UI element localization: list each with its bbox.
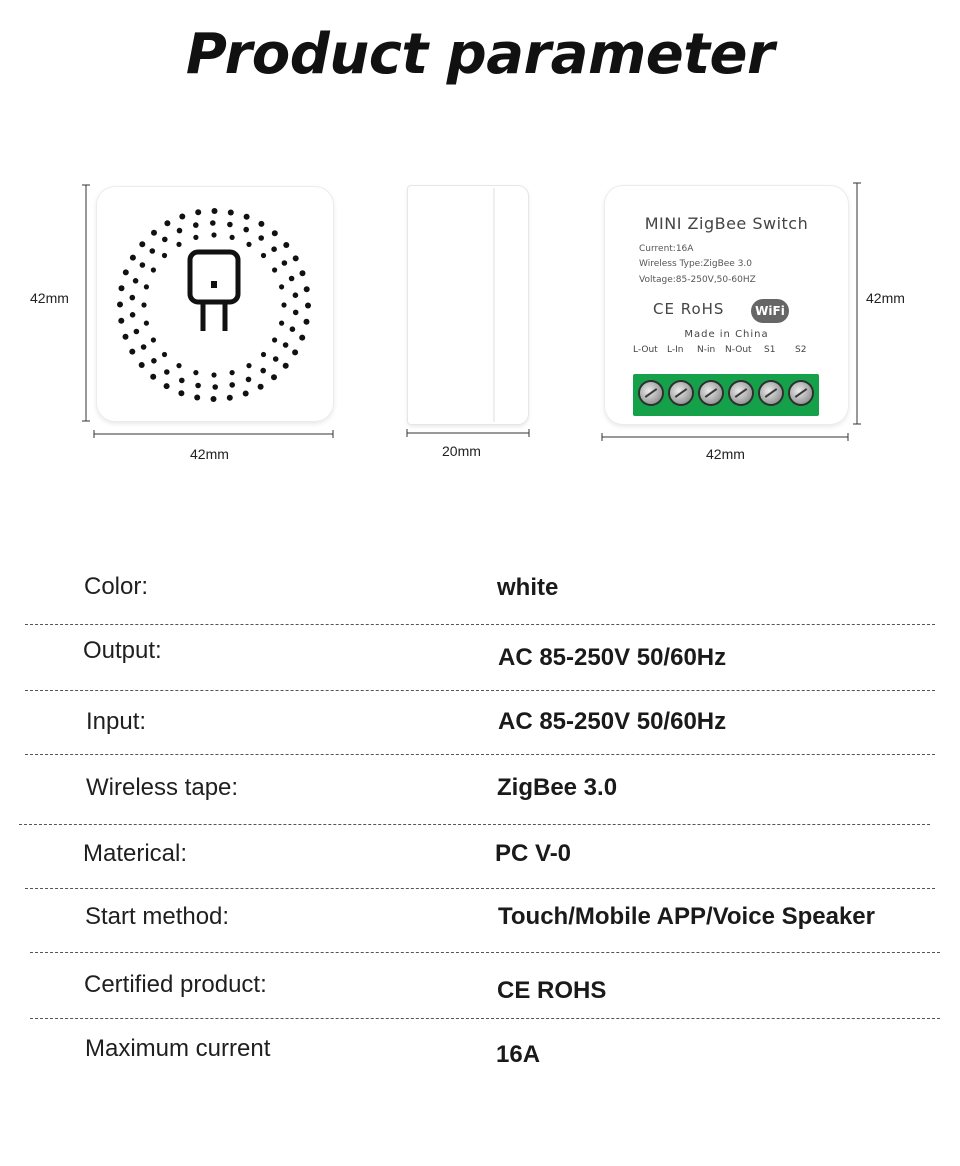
- touch-dot: [177, 228, 183, 234]
- touch-dot: [212, 208, 218, 214]
- touch-dot: [195, 209, 201, 215]
- touch-dot: [258, 235, 264, 241]
- touch-dot: [271, 374, 277, 380]
- touch-dot: [162, 352, 167, 357]
- touch-dot: [258, 221, 264, 227]
- touch-dot: [141, 344, 147, 350]
- spec-value-wireless: ZigBee 3.0: [497, 774, 618, 801]
- front-height-label: 42mm: [30, 290, 69, 306]
- terminal-label: N-in: [697, 345, 716, 355]
- touch-dot: [130, 312, 136, 318]
- touch-dot: [282, 260, 288, 266]
- divider: [19, 824, 930, 825]
- touch-dot: [293, 310, 299, 316]
- touch-dot: [176, 242, 181, 247]
- screw-icon: [640, 382, 662, 404]
- touch-dot: [123, 334, 129, 340]
- spec-label-output: Output:: [83, 637, 162, 664]
- side-depth-label: 20mm: [442, 443, 481, 459]
- screw-icon: [700, 382, 722, 404]
- touch-dot: [210, 220, 216, 226]
- touch-dot: [304, 286, 310, 292]
- touch-dot: [244, 214, 250, 220]
- touch-dot: [118, 318, 124, 324]
- touch-dot: [272, 267, 277, 272]
- touch-dot: [261, 253, 266, 258]
- touch-dot: [151, 337, 156, 342]
- spec-value-certified: CE ROHS: [497, 977, 607, 1004]
- touch-dot: [164, 383, 170, 389]
- spec-label-color: Color:: [84, 573, 149, 600]
- back-line-current: Current:16A: [639, 244, 694, 254]
- touch-dot: [193, 222, 199, 228]
- screw-icon: [730, 382, 752, 404]
- spec-value-output: AC 85-250V 50/60Hz: [498, 644, 727, 671]
- divider: [30, 952, 940, 953]
- spec-label-material: Materical:: [83, 840, 188, 867]
- touch-dot: [130, 255, 136, 261]
- touch-dot: [230, 370, 235, 375]
- touch-dot: [243, 391, 249, 397]
- touch-dot: [281, 302, 286, 307]
- screw-icon: [790, 382, 812, 404]
- touch-dot: [273, 356, 279, 362]
- touch-dot: [123, 269, 129, 275]
- touch-dot: [144, 284, 149, 289]
- touch-dot: [162, 253, 167, 258]
- touch-dot: [271, 246, 277, 252]
- touch-dot: [283, 363, 289, 369]
- touch-dot: [139, 362, 145, 368]
- terminal-label: S2: [795, 345, 807, 355]
- touch-dot: [164, 220, 170, 226]
- divider: [25, 624, 935, 625]
- touch-dot: [150, 248, 156, 254]
- touch-dot: [292, 349, 298, 355]
- touch-dot: [144, 321, 149, 326]
- touch-dot: [229, 382, 235, 388]
- touch-dot: [243, 227, 249, 233]
- back-line-wireless: Wireless Type:ZigBee 3.0: [639, 259, 753, 269]
- touch-dot: [290, 326, 296, 332]
- touch-dot: [300, 270, 306, 276]
- touch-dot: [211, 396, 217, 402]
- touch-dot: [211, 372, 216, 377]
- touch-dot: [140, 262, 146, 268]
- screw-icon: [760, 382, 782, 404]
- touch-dot: [279, 321, 284, 326]
- touch-dot: [150, 374, 156, 380]
- touch-dot: [293, 255, 299, 261]
- front-width-label: 42mm: [190, 446, 229, 462]
- touch-dot: [246, 242, 251, 247]
- touch-dot: [304, 319, 310, 325]
- terminal-block: [633, 374, 819, 416]
- terminal-label: N-Out: [725, 345, 752, 355]
- divider: [30, 1018, 940, 1019]
- cert-marks: CE RoHS: [653, 300, 725, 318]
- touch-dot: [119, 285, 125, 291]
- touch-dot: [230, 235, 235, 240]
- page-title: Product parameter: [185, 22, 775, 87]
- touch-dot: [258, 384, 264, 390]
- touch-dot: [134, 329, 140, 335]
- back-width-label: 42mm: [706, 446, 745, 462]
- spec-value-color: white: [497, 574, 559, 601]
- touch-dot: [129, 349, 135, 355]
- touch-dot: [178, 390, 184, 396]
- device-front-view: [97, 187, 333, 421]
- touch-dot: [260, 368, 266, 374]
- divider: [25, 888, 935, 889]
- touch-dot: [139, 241, 145, 247]
- spec-label-certified: Certified product:: [84, 971, 267, 998]
- spec-value-max-current: 16A: [496, 1041, 541, 1068]
- touch-dot: [279, 284, 284, 289]
- product-name-label: MINI ZigBee Switch: [644, 214, 809, 233]
- touch-dot: [246, 377, 252, 383]
- device-side-view: [408, 186, 528, 424]
- touch-dot: [176, 363, 181, 368]
- touch-dot: [151, 267, 156, 272]
- touch-dot: [117, 302, 123, 308]
- spec-label-max-current: Maximum current: [85, 1035, 271, 1062]
- terminal-label: S1: [764, 345, 776, 355]
- touch-dot: [162, 237, 168, 243]
- terminal-label: L-In: [667, 345, 684, 355]
- spec-value-input: AC 85-250V 50/60Hz: [498, 708, 727, 735]
- touch-dot: [261, 352, 266, 357]
- switch-icon: [190, 252, 238, 331]
- touch-dots-pattern: [97, 187, 333, 421]
- touch-dot: [151, 358, 157, 364]
- device-back-view: [605, 186, 848, 424]
- back-height-label: 42mm: [866, 290, 905, 306]
- touch-dot: [227, 395, 233, 401]
- wifi-icon: WiFi: [751, 299, 789, 323]
- touch-dot: [305, 303, 311, 309]
- touch-dot: [212, 384, 218, 390]
- spec-value-material: PC V-0: [495, 840, 572, 867]
- made-in-label: Made in China: [684, 329, 769, 340]
- spec-label-input: Input:: [86, 708, 147, 735]
- touch-dot: [141, 302, 146, 307]
- touch-dot: [179, 378, 185, 384]
- touch-dot: [228, 210, 234, 216]
- touch-dot: [133, 278, 139, 284]
- touch-dot: [246, 363, 251, 368]
- touch-dot: [283, 242, 289, 248]
- touch-dot: [272, 230, 278, 236]
- touch-dot: [211, 232, 216, 237]
- touch-dot: [164, 369, 170, 375]
- screw-icon: [670, 382, 692, 404]
- touch-dot: [179, 214, 185, 220]
- spec-label-wireless: Wireless tape:: [86, 774, 239, 801]
- terminal-label: L-Out: [633, 345, 658, 355]
- spec-label-start-method: Start method:: [85, 903, 230, 930]
- divider: [25, 754, 935, 755]
- touch-dot: [283, 342, 289, 348]
- touch-dot: [289, 276, 295, 282]
- touch-dot: [293, 292, 299, 298]
- touch-dot: [130, 295, 136, 301]
- spec-value-start-method: Touch/Mobile APP/Voice Speaker: [498, 903, 875, 930]
- touch-dot: [193, 370, 198, 375]
- touch-dot: [194, 395, 200, 401]
- back-line-voltage: Voltage:85-250V,50-60HZ: [639, 275, 756, 285]
- touch-dot: [151, 230, 157, 236]
- touch-dot: [227, 222, 233, 228]
- touch-dot: [299, 335, 305, 341]
- touch-dot: [272, 337, 277, 342]
- divider: [25, 690, 935, 691]
- touch-dot: [195, 383, 201, 389]
- touch-dot: [193, 235, 198, 240]
